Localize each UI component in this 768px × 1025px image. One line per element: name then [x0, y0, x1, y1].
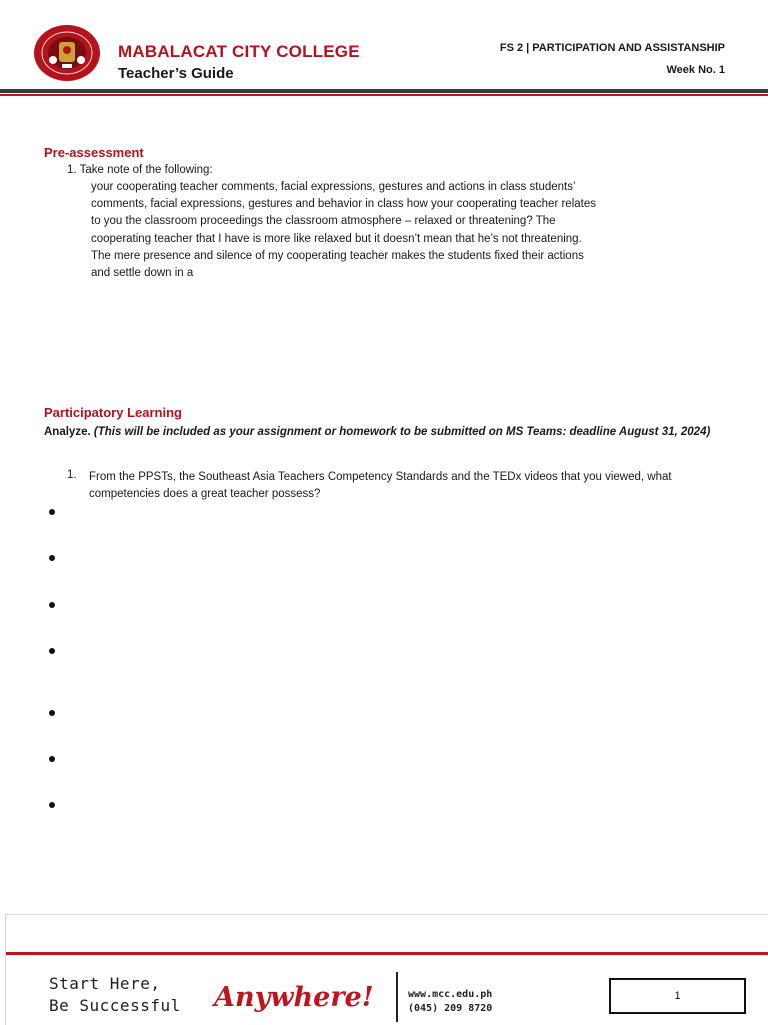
pre-assessment-item — [67, 164, 213, 176]
college-seal-logo — [33, 24, 101, 82]
analyze-label: Analyze. — [44, 426, 91, 438]
website-text: www.mcc.edu.ph — [408, 989, 493, 1000]
analyze-instruction — [44, 424, 734, 441]
week-number: Week No. 1 — [666, 64, 725, 76]
guide-title: Teacher’s Guide — [118, 65, 234, 82]
answer-bullet — [49, 602, 55, 608]
slogan-line-1: Start Here, — [49, 974, 161, 993]
footer-divider-red — [6, 952, 768, 955]
question-number: 1. — [67, 469, 77, 481]
footer-separator — [396, 972, 398, 1022]
pre-assessment-heading: Pre-assessment — [44, 145, 144, 160]
answer-bullet — [49, 509, 55, 515]
question-text: From the PPSTs, the Southeast Asia Teachers Competency Standards and the TEDx videos that you viewed, what competencies does a great teacher possess? — [89, 471, 672, 500]
item-number: 1. — [67, 164, 77, 176]
answer-bullet — [49, 710, 55, 716]
answer-bullet — [49, 802, 55, 808]
header-divider-red — [0, 94, 768, 96]
page-header — [0, 0, 768, 100]
participatory-learning-heading: Participatory Learning — [44, 405, 182, 420]
item-label: Take note of the following: — [79, 164, 213, 176]
slogan-line-2: Be Successful — [49, 996, 181, 1015]
page-number: 1 — [674, 990, 681, 1002]
pre-assessment-answer: your cooperating teacher comments, facial expressions, gestures and actions in class students’ comments, facial expressions, gestures and behavior in class how your cooperating teacher relates to you the classroom proceedings the classroom atmosphere – relaxed or threatening? The cooperating teacher that I have is more like relaxed but it doesn’t mean that he’s not threatening. The mere presence and silence of my cooperating teacher makes the students fixed their actions and settle down in a — [91, 181, 596, 280]
analyze-note: (This will be included as your assignment or homework to be submitted on MS Teams: deadline August 31, 2024) — [93, 426, 711, 438]
phone-text: (045) 209 8720 — [408, 1003, 493, 1014]
course-title: FS 2 | PARTICIPATION AND ASSISTANSHIP — [499, 42, 725, 54]
slogan-accent: Anywhere! — [214, 982, 374, 1013]
answer-bullet — [49, 756, 55, 762]
college-name: MABALACAT CITY COLLEGE — [118, 42, 360, 61]
answer-bullet — [49, 648, 55, 654]
answer-bullet — [49, 555, 55, 561]
header-divider-dark — [0, 89, 768, 93]
